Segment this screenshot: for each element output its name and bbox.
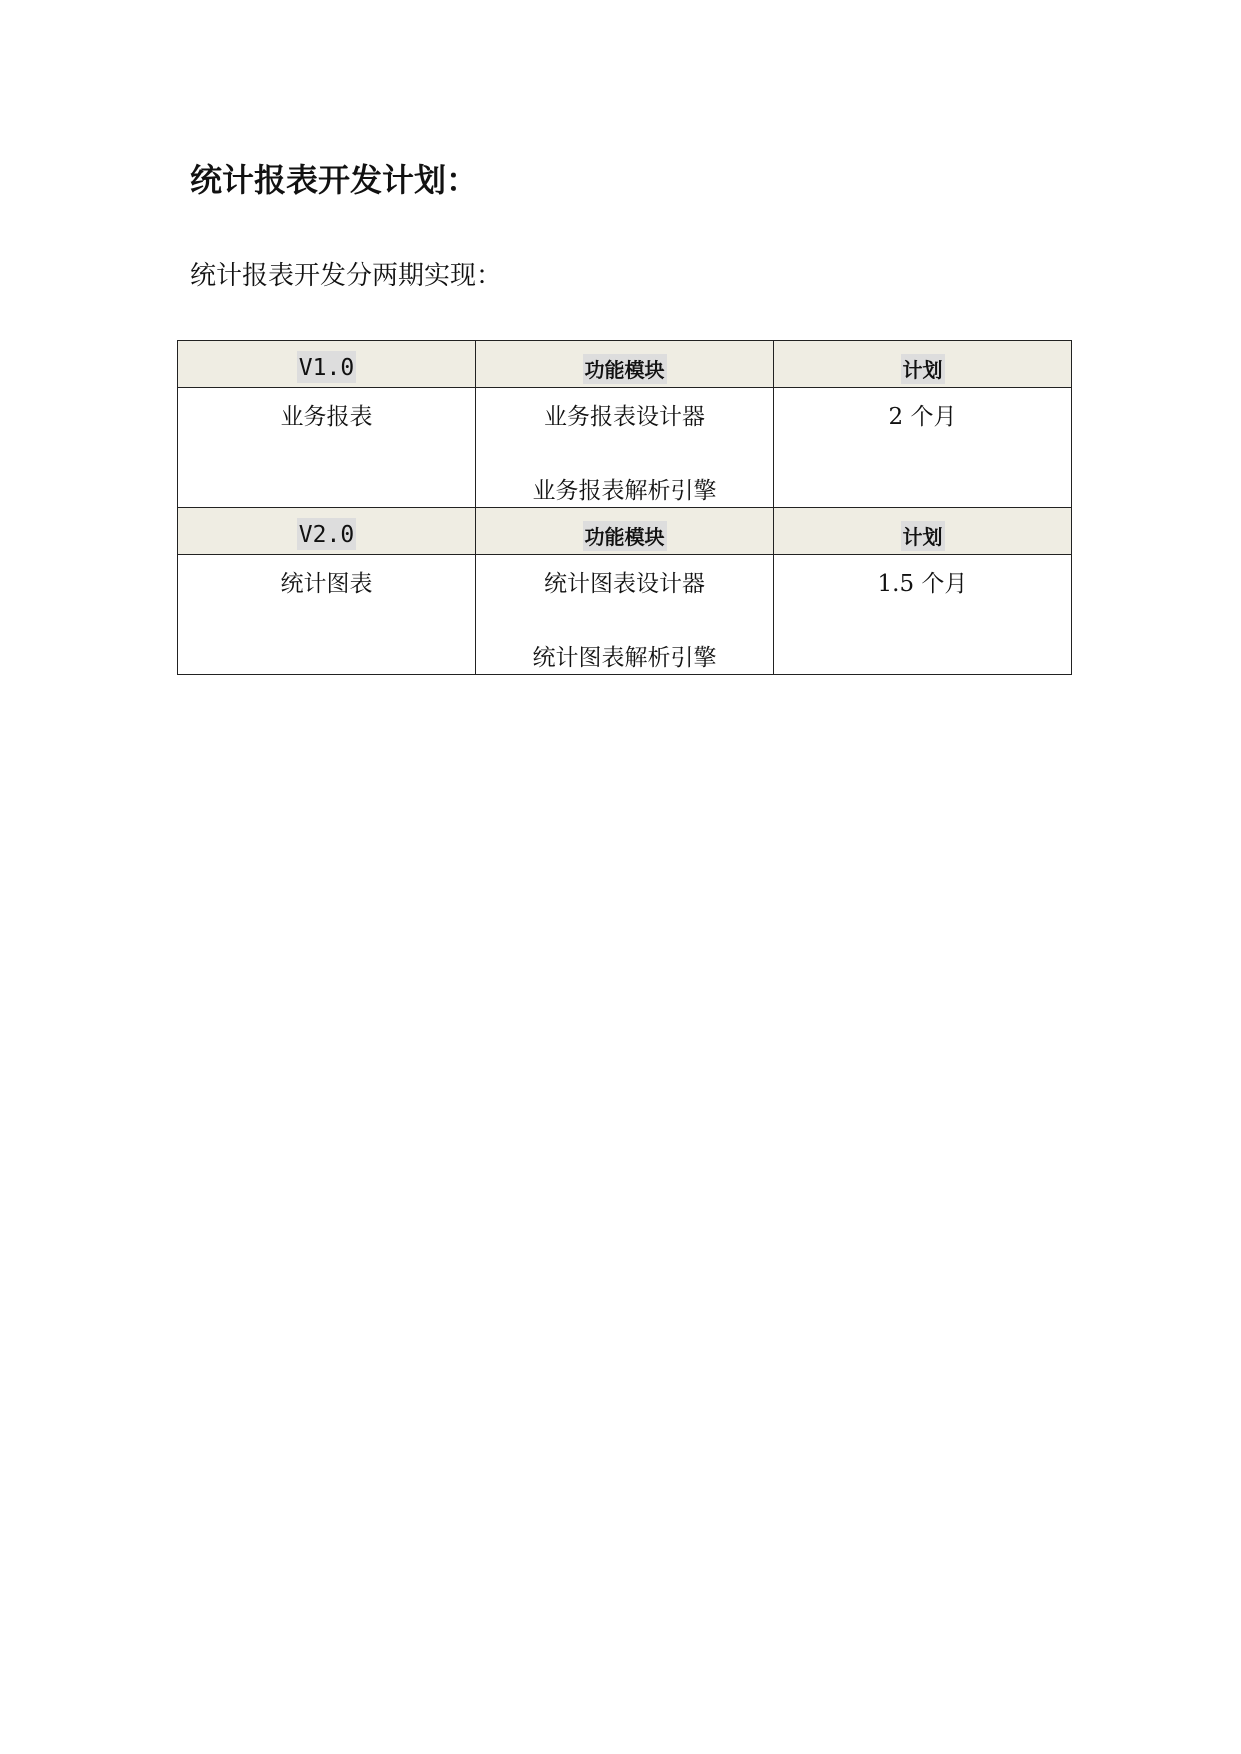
version-header-cell	[178, 508, 476, 555]
module-item: 统计图表设计器	[544, 571, 705, 597]
version-label: V2.0	[297, 518, 356, 550]
module-header-label: 功能模块	[583, 521, 667, 551]
modules-cell	[476, 388, 774, 508]
plan-header-cell	[774, 341, 1072, 388]
table-header-row-v2	[178, 508, 1072, 555]
module-item: 业务报表设计器	[544, 404, 705, 430]
module-item: 统计图表解析引擎	[532, 645, 717, 671]
modules-cell	[476, 555, 774, 675]
plan-header-cell	[774, 508, 1072, 555]
item-text: 业务报表	[280, 404, 373, 430]
duration-cell	[774, 388, 1072, 508]
item-text: 统计图表	[280, 571, 373, 597]
plan-table	[177, 340, 1072, 675]
version-label: V1.0	[297, 351, 356, 383]
intro-paragraph: 统计报表开发分两期实现：	[190, 261, 503, 291]
plan-header-label: 计划	[901, 521, 945, 551]
item-cell	[178, 555, 476, 675]
page-title: 统计报表开发计划：	[190, 161, 479, 199]
duration-text: 1.5 个月	[877, 571, 968, 597]
module-header-label: 功能模块	[583, 354, 667, 384]
plan-header-label: 计划	[901, 354, 945, 384]
table-row	[178, 388, 1072, 508]
module-header-cell	[476, 341, 774, 388]
item-cell	[178, 388, 476, 508]
module-header-cell	[476, 508, 774, 555]
version-header-cell	[178, 341, 476, 388]
duration-cell	[774, 555, 1072, 675]
table-header-row-v1	[178, 341, 1072, 388]
table-row	[178, 555, 1072, 675]
duration-text: 2 个月	[888, 404, 957, 430]
module-item: 业务报表解析引擎	[532, 478, 717, 504]
